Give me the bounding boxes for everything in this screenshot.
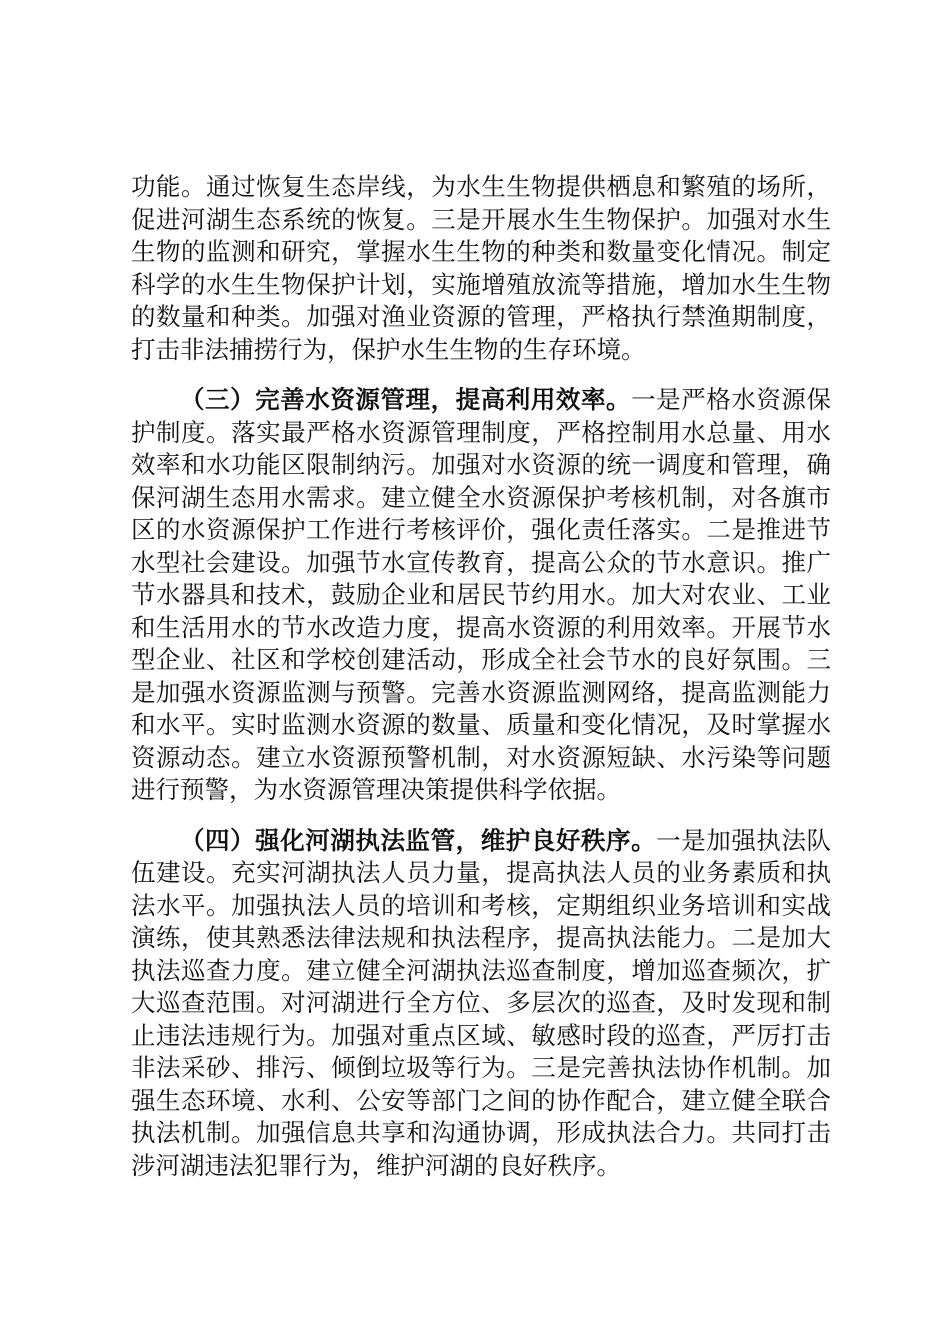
paragraph-continued: 功能。通过恢复生态岸线，为水生生物提供栖息和繁殖的场所，促进河湖生态系统的恢复。三是开展水生生物保护。加强对水生生物的监测和研究，掌握水生生物的种类和数量变化情况。制定科学的水生生物保护计划，实施增殖放流等措施，增加水生生物的数量和种类。加强对渔业资源的管理，严格执行禁渔期制度，打击非法捕捞行为，保护水生生物的生存环境。	[131, 172, 831, 364]
section-3-body: 一是严格水资源保护制度。落实最严格水资源管理制度，严格控制用水总量、用水效率和水功能区限制纳污。加强对水资源的统一调度和管理，确保河湖生态用水需求。建立健全水资源保护考核机制，对各旗市区的水资源保护工作进行考核评价，强化责任落实。二是推进节水型社会建设。加强节水宣传教育，提高公众的节水意识。推广节水器具和技术，鼓励企业和居民节约用水。加大对农业、工业和生活用水的节水改造力度，提高水资源的利用效率。开展节水型企业、社区和学校创建活动，形成全社会节水的良好氛围。三是加强水资源监测与预警。完善水资源监测网络，提高监测能力和水平。实时监测水资源的数量、质量和变化情况，及时掌握水资源动态。建立水资源预警机制，对水资源短缺、水污染等问题进行预警，为水资源管理决策提供科学依据。	[131, 385, 831, 804]
section-3-paragraph	[131, 384, 831, 807]
section-4-heading: （四）强化河湖执法监管，维护良好秩序。	[180, 825, 657, 855]
section-3-heading: （三）完善水资源管理，提高利用效率。	[180, 385, 632, 414]
section-4-paragraph	[131, 825, 831, 1183]
section-4-body: 一是加强执法队伍建设。充实河湖执法人员力量，提高执法人员的业务素质和执法水平。加强执法人员的培训和考核，定期组织业务培训和实战演练，使其熟悉法律法规和执法程序，提高执法能力。二是加大执法巡查力度。建立健全河湖执法巡查制度，增加巡查频次，扩大巡查范围。对河湖进行全方位、多层次的巡查，及时发现和制止违法违规行为。加强对重点区域、敏感时段的巡查，严厉打击非法采砂、排污、倾倒垃圾等行为。三是完善执法协作机制。加强生态环境、水利、公安等部门之间的协作配合，建立健全联合执法机制。加强信息共享和沟通协调，形成执法合力。共同打击涉河湖违法犯罪行为，维护河湖的良好秩序。	[131, 825, 831, 1180]
document-page	[131, 171, 831, 1182]
